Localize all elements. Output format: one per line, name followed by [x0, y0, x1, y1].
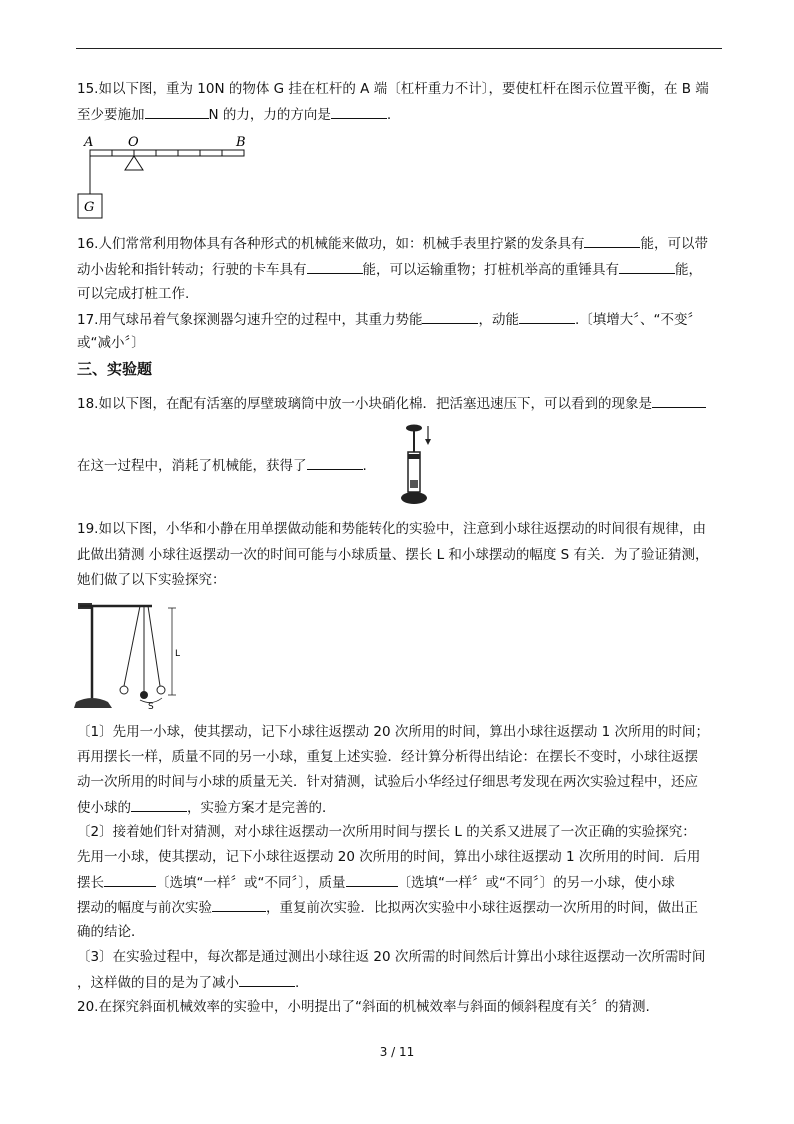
label-l: L	[175, 649, 181, 659]
q19-text-f: 摆动的幅度与前次实验	[77, 900, 212, 916]
q19-text-h: ，这样做的目的是为了减小	[77, 975, 239, 991]
q19-text-b: ，实验方案才是完善的．	[187, 800, 336, 816]
label-b: B	[236, 135, 246, 150]
q19-part2-line3	[77, 872, 727, 893]
answer-blank[interactable]	[212, 897, 266, 912]
q19-part2-line2: 先用一小球，使其摆动，记下小球往返摆动 20 次所用的时间，算出小球往返摆动 1 次所用的时间．后用	[77, 849, 701, 865]
header-rule	[76, 48, 722, 49]
section-title: 三、实验题	[77, 360, 153, 378]
q18-text-b: 在这一过程中，消耗了机械能，获得了	[77, 458, 307, 474]
q15-line1: 15.如以下图，重为 10N 的物体 G 挂在杠杆的 A 端〔杠杆重力不计〕，要使杠杆在图示位置平衡，在 B 端	[77, 81, 709, 97]
q16-text-c: 动小齿轮和指针转动；行驶的卡车具有	[77, 262, 307, 278]
q19-text-g: ，重复前次实验．比拟两次实验中小球往返摆动一次所用的时间，做出正	[266, 900, 698, 916]
q19-line2: 此做出猜测 小球往返摆动一次的时间可能与小球质量、摆长 L 和小球摆动的幅度 S 有关．为了验证猜测，	[77, 547, 709, 563]
q18-line1	[77, 393, 727, 414]
label-a: A	[84, 135, 94, 150]
q16-line1	[77, 233, 727, 254]
piston	[408, 454, 420, 459]
q17-text-a: 17.用气球吊着气象探测器匀速升空的过程中，其重力势能	[77, 312, 423, 328]
q16-text-b: 能，可以带	[640, 236, 708, 252]
answer-blank[interactable]	[307, 455, 363, 470]
q17-text-b: ，动能	[478, 312, 519, 328]
label-g: G	[84, 200, 95, 215]
ball-center	[140, 691, 148, 699]
q19-part1-line2: 再用摆长一样，质量不同的另一小球，重复上述实验．经计算分析得出结论：在摆长不变时，小球往返摆	[77, 749, 698, 765]
q16-text-e: 能，	[675, 262, 702, 278]
q15-text-c: .	[386, 107, 392, 123]
answer-blank[interactable]	[145, 104, 209, 119]
answer-blank[interactable]	[619, 259, 675, 274]
answer-blank[interactable]	[584, 233, 640, 248]
q16-line2	[77, 259, 727, 280]
q20-line1: 20.在探究斜面机械效率的实验中，小明提出了“斜面的机械效率与斜面的倾斜程度有关〞的猜测.	[77, 999, 650, 1015]
q19-part2-line1: 〔2〕接着她们针对猜测，对小球往返摆动一次所用时间与摆长 L 的关系又进展了一次正确的实验探究：	[77, 824, 696, 840]
q19-text-e: 〔选填“一样〞或“不同〞〕的另一小球，使小球	[397, 875, 675, 891]
q15-line2	[77, 104, 727, 125]
label-o: O	[128, 135, 139, 150]
q17-text-c: .〔填增大〞、“不变〞	[574, 312, 702, 328]
answer-blank[interactable]	[346, 872, 398, 887]
answer-blank[interactable]	[519, 309, 575, 324]
answer-blank[interactable]	[331, 104, 387, 119]
answer-blank[interactable]	[131, 797, 187, 812]
stand-base	[74, 698, 112, 708]
q19-text-d: 〔选填“一样〞或“不同〞〕，质量	[156, 875, 346, 891]
answer-blank[interactable]	[307, 259, 363, 274]
q19-part3-line2	[77, 972, 727, 993]
string-right	[148, 606, 160, 686]
string-left	[124, 606, 140, 686]
q19-part1-line4	[77, 797, 727, 818]
glass-cylinder-diagram	[396, 422, 440, 508]
q19-line3: 她们做了以下实验探究：	[77, 572, 226, 588]
ball-right	[157, 686, 165, 694]
pendulum-diagram	[72, 598, 192, 716]
base	[401, 492, 427, 504]
page-number: 3 / 11	[379, 1045, 415, 1059]
q19-text-c: 摆长	[77, 875, 104, 891]
q16-line3: 可以完成打桩工作.	[77, 286, 190, 302]
lever-bar	[90, 150, 244, 156]
ball-left	[120, 686, 128, 694]
fulcrum	[125, 156, 143, 170]
q15-text-b: N 的力，力的方向是	[208, 107, 331, 123]
lever-diagram	[74, 132, 264, 224]
q17-line1	[77, 309, 727, 330]
answer-blank[interactable]	[104, 872, 156, 887]
q19-line1: 19.如以下图，小华和小静在用单摆做动能和势能转化的实验中，注意到小球往返摆动的时间很有规律，由	[77, 521, 706, 537]
q19-part3-line1: 〔3〕在实验过程中，每次都是通过测出小球往返 20 次所需的时间然后计算出小球往返摆动一次所需时间	[77, 949, 706, 965]
q15-text-a: 至少要施加	[77, 107, 145, 123]
q19-part1-line1: 〔1〕先用一小球，使其摆动，记下小球往返摆动 20 次所用的时间，算出小球往返摆动 1 次所用的时间；	[77, 724, 710, 740]
cotton	[410, 480, 418, 488]
answer-blank[interactable]	[652, 393, 706, 408]
arrow-head	[425, 439, 431, 445]
q17-line2: 或“减小〞〕	[77, 335, 145, 351]
q16-text-a: 16.人们常常利用物体具有各种形式的机械能来做功，如：机械手表里拧紧的发条具有	[77, 236, 585, 252]
q19-text-a: 使小球的	[77, 800, 131, 816]
lever-ticks	[112, 150, 222, 156]
q19-text-i: .	[295, 975, 300, 991]
label-s: S	[148, 702, 154, 712]
q19-part2-line5: 确的结论．	[77, 924, 145, 940]
q18-text-c: .	[362, 458, 367, 474]
q19-part2-line4	[77, 897, 727, 918]
answer-blank[interactable]	[239, 972, 295, 987]
q19-part1-line3: 动一次所用的时间与小球的质量无关．针对猜测，试验后小华经过仔细思考发现在两次实验过程中，还应	[77, 774, 698, 790]
q16-text-d: 能，可以运输重物；打桩机举高的重锤具有	[362, 262, 619, 278]
q18-text-a: 18.如以下图，在配有活塞的厚壁玻璃筒中放一小块硝化棉．把活塞迅速压下，可以看到的现象是	[77, 396, 652, 412]
answer-blank[interactable]	[422, 309, 478, 324]
